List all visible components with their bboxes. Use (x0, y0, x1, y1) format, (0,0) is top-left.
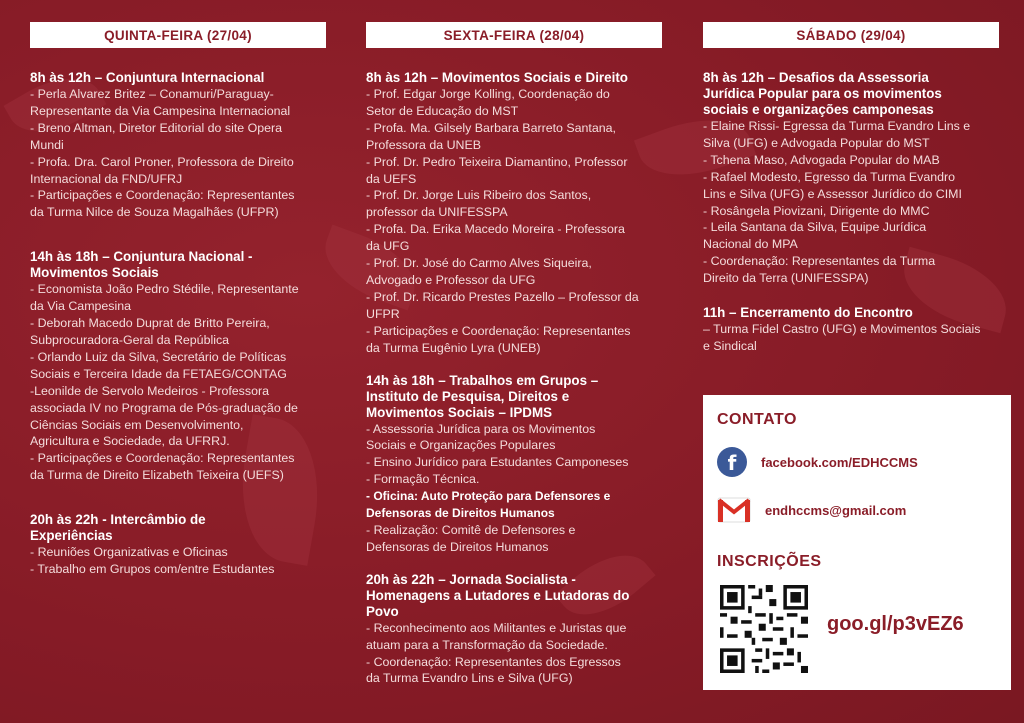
gmail-icon (717, 496, 751, 524)
email-link[interactable]: endhccms@gmail.com (765, 502, 907, 518)
contact-title: CONTATO (717, 411, 797, 428)
block-title: 14h às 18h – Conjuntura Nacional - Movimentos Sociais (30, 249, 253, 281)
schedule-block (703, 305, 999, 355)
block-lines: - Perla Alvarez Britez – Conamuri/Paraguay- Representante da Via Campesina Internacional - Breno Altman, Diretor Editorial do site Opera Mundi - Profa. Dra. Carol Proner, Professora de Direito Internacional da FND/UFRJ - Participações e Coordenação: Representantes da Turma Nilce de Souza Magalhães (UFPR) (30, 87, 295, 220)
inscricoes-title: INSCRIÇÕES (717, 553, 822, 570)
schedule-block (30, 70, 326, 221)
block-lines: - Elaine Rissi- Egressa da Turma Evandro Lins e Silva (UFG) e Advogada Popular do MST - Tchena Maso, Advogada Popular do MAB - Rafael Modesto, Egresso da Turma Evandro Lins e Silva (UFG) e Assessor Jurídico do CIMI - Rosângela Piovizani, Dirigente do MMC - Leila Santana da Silva, Equipe Jurídica Nacional do MPA - Coordenação: Representantes da Turma Direito da Terra (UNIFESSPA) (703, 119, 971, 286)
block-title: 8h às 12h – Movimentos Sociais e Direito (366, 70, 628, 85)
schedule-block (366, 572, 662, 688)
contact-box (703, 395, 1011, 690)
block-lines: - Economista João Pedro Stédile, Representante da Via Campesina - Deborah Macedo Duprat de Britto Pereira, Subprocuradora-Geral da República - Orlando Luiz da Silva, Secretário de Políticas Sociais e Terceira Idade da FETAEG/CONTAG -Leonilde de Servolo Medeiros - Professora associada IV no Programa de Pós-graduação de Ciências Sociais em Desenvolvimento, Agricultura e Sociedade, da UFRRJ. - Participações e Coordenação: Representantes da Turma de Direito Elizabeth Teixeira (UEFS) (30, 282, 299, 483)
day-header: SÁBADO (29/04) (703, 22, 999, 48)
column-friday (366, 22, 662, 703)
schedule-block (30, 249, 326, 484)
block-lines: - Assessoria Jurídica para os Movimentos Sociais e Organizações Populares - Ensino Jurídico para Estudantes Camponeses - Formação Técnica. - Oficina: Auto Proteção para Defensores e Defensoras de Direitos Humanos - Realização: Comitê de Defensores e Defensoras de Direitos Humanos (366, 421, 629, 554)
block-title: 11h – Encerramento do Encontro (703, 305, 913, 321)
block-title: 20h às 22h – Jornada Socialista - Homenagens a Lutadores e Lutadoras do Povo (366, 571, 630, 619)
block-lines: – Turma Fidel Castro (UFG) e Movimentos Sociais e Sindical (703, 322, 981, 353)
day-header: QUINTA-FEIRA (27/04) (30, 22, 326, 48)
facebook-link[interactable]: facebook.com/EDHCCMS (761, 454, 918, 470)
registration-link[interactable]: goo.gl/p3vEZ6 (827, 613, 964, 635)
block-title: 14h às 18h – Trabalhos em Grupos – Instituto de Pesquisa, Direitos e Movimentos Sociais – IPDMS (366, 372, 599, 420)
block-lines: - Reuniões Organizativas e Oficinas - Trabalho em Grupos com/entre Estudantes (30, 545, 275, 577)
block-lines: - Reconhecimento aos Militantes e Juristas que atuam para a Transformação da Sociedade. - Coordenação: Representantes dos Egressos da Turma Evandro Lins e Silva (UFG) (366, 620, 627, 686)
schedule-block (30, 512, 326, 578)
block-title: 8h às 12h – Desafios da Assessoria Jurídica Popular para os movimentos sociais e organizações camponesas (703, 70, 942, 117)
column-saturday (703, 22, 999, 383)
qr-code[interactable] (720, 585, 808, 673)
block-title: 8h às 12h – Conjuntura Internacional (30, 70, 265, 85)
schedule-block (366, 70, 662, 357)
facebook-icon: f (717, 447, 747, 477)
column-thursday (30, 22, 326, 606)
day-header: SEXTA-FEIRA (28/04) (366, 22, 662, 48)
facebook-row[interactable] (717, 447, 918, 477)
schedule-block (366, 373, 662, 556)
email-row[interactable] (717, 496, 906, 524)
block-title: 20h às 22h - Intercâmbio de Experiências (30, 512, 206, 544)
schedule-block (703, 70, 999, 287)
block-lines: - Prof. Edgar Jorge Kolling, Coordenação do Setor de Educação do MST - Profa. Ma. Gilsely Barbara Barreto Santana, Professora da UNEB - Prof. Dr. Pedro Teixeira Diamantino, Professor da UEFS - Prof. Dr. Jorge Luis Ribeiro dos Santos, professor da UNIFESSPA - Profa. Da. Erika Macedo Moreira - Professora da UFG - Prof. Dr. José do Carmo Alves Siqueira, Advogado e Professor da UFG - Prof. Dr. Ricardo Prestes Pazello – Professor da UFPR - Participações e Coordenação: Representantes da Turma Eugênio Lyra (UNEB) (366, 87, 639, 355)
